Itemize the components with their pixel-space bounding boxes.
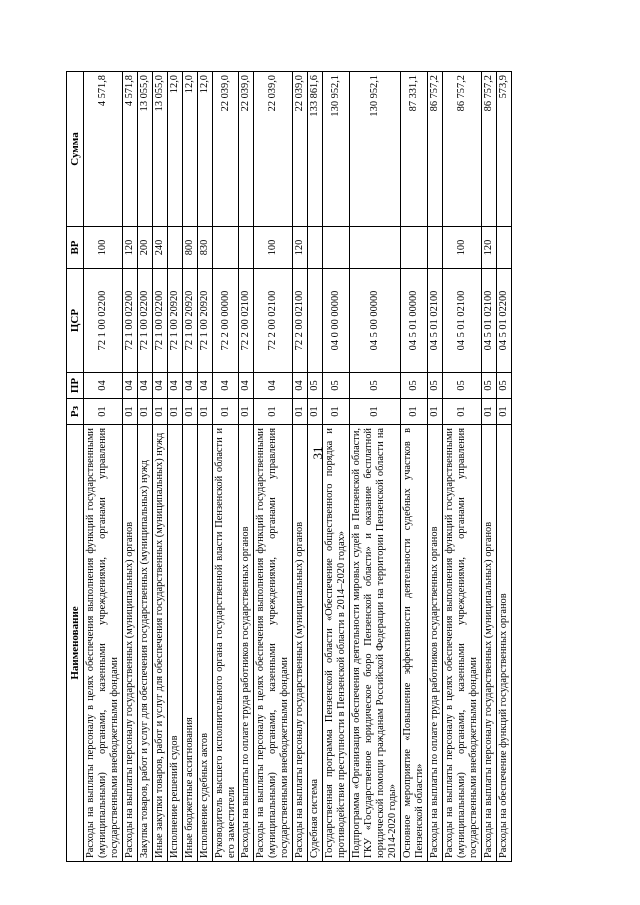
header-vr: ВР: [67, 227, 84, 269]
cell-vr: 200: [137, 227, 152, 269]
cell-rz: 01: [400, 399, 427, 425]
cell-vr: 120: [122, 227, 137, 269]
cell-rz: 01: [481, 399, 496, 425]
cell-name: Руководитель высшего исполнительного органа государственной власти Пензенской области и его заместители: [212, 425, 239, 862]
table-header-row: [67, 72, 84, 862]
cell-rz: 01: [350, 399, 401, 425]
cell-csr: 04 5 01 02100: [481, 269, 496, 373]
table-row: [84, 72, 123, 862]
cell-rz: 01: [323, 399, 350, 425]
table-row: [122, 72, 137, 862]
table-row: [182, 72, 197, 862]
cell-csr: 72 2 00 02100: [239, 269, 254, 373]
cell-name: Расходы на обеспечение функций государственных органов: [496, 425, 511, 862]
cell-name: Судебная система: [308, 425, 323, 862]
cell-name: Расходы на выплаты по оплате труда работников государственных органов: [239, 425, 254, 862]
cell-rz: 01: [496, 399, 511, 425]
table-row: [239, 72, 254, 862]
cell-sum: 13 055,0: [137, 72, 152, 227]
cell-vr: 120: [293, 227, 308, 269]
cell-rz: 01: [182, 399, 197, 425]
cell-pr: 05: [496, 373, 511, 399]
cell-pr: 05: [308, 373, 323, 399]
cell-sum: 86 757,2: [442, 72, 481, 227]
cell-pr: 04: [197, 373, 212, 399]
cell-csr: [308, 269, 323, 373]
cell-pr: 04: [254, 373, 293, 399]
table-body: [84, 72, 512, 862]
cell-sum: 12,0: [197, 72, 212, 227]
cell-vr: 100: [442, 227, 481, 269]
cell-pr: 04: [152, 373, 167, 399]
cell-rz: 01: [308, 399, 323, 425]
cell-sum: 87 331,1: [400, 72, 427, 227]
cell-sum: 22 039,0: [293, 72, 308, 227]
cell-vr: 830: [197, 227, 212, 269]
cell-name: Иные закупки товаров, работ и услуг для обеспечения государственных (муниципальных) нужд: [152, 425, 167, 862]
cell-csr: 04 5 01 02100: [427, 269, 442, 373]
header-pr: ПР: [67, 373, 84, 399]
cell-pr: 05: [442, 373, 481, 399]
cell-pr: 05: [481, 373, 496, 399]
cell-pr: 04: [84, 373, 123, 399]
budget-table: [66, 71, 512, 862]
cell-vr: [167, 227, 182, 269]
cell-csr: 04 5 01 00000: [400, 269, 427, 373]
table-row: [197, 72, 212, 862]
cell-csr: 72 1 00 20920: [197, 269, 212, 373]
cell-sum: 22 039,0: [212, 72, 239, 227]
cell-rz: 01: [167, 399, 182, 425]
table-row: [254, 72, 293, 862]
table-row: [481, 72, 496, 862]
cell-pr: 04: [239, 373, 254, 399]
cell-sum: 22 039,0: [239, 72, 254, 227]
cell-rz: 01: [239, 399, 254, 425]
cell-pr: 05: [350, 373, 401, 399]
cell-csr: 72 1 00 02200: [84, 269, 123, 373]
cell-vr: 100: [84, 227, 123, 269]
cell-vr: [212, 227, 239, 269]
cell-vr: 100: [254, 227, 293, 269]
cell-name: Подпрограмма «Организация обеспечения деятельности мировых судей в Пензенской области, ГКУ «Государственное юридическое бюро Пензенской области» и оказание бесплатной юридической помощи гражданам Российской Федерации на территории Пензенской области на 2014-2020 годы»: [350, 425, 401, 862]
cell-pr: 04: [293, 373, 308, 399]
cell-csr: 72 1 00 02200: [137, 269, 152, 373]
cell-name: Исполнение судебных актов: [197, 425, 212, 862]
cell-pr: 05: [427, 373, 442, 399]
table-row: [212, 72, 239, 862]
cell-pr: 04: [167, 373, 182, 399]
cell-vr: 240: [152, 227, 167, 269]
table-row: [293, 72, 308, 862]
cell-pr: 04: [122, 373, 137, 399]
cell-rz: 01: [212, 399, 239, 425]
cell-sum: 86 757,2: [481, 72, 496, 227]
cell-name: Основное мероприятие «Повышение эффективности деятельности судебных участков в Пензенской области»: [400, 425, 427, 862]
cell-vr: [308, 227, 323, 269]
cell-sum: 22 039,0: [254, 72, 293, 227]
cell-rz: 01: [122, 399, 137, 425]
table-row: [323, 72, 350, 862]
cell-vr: [427, 227, 442, 269]
cell-name: Исполнение решений судов: [167, 425, 182, 862]
cell-rz: 01: [427, 399, 442, 425]
cell-sum: 12,0: [167, 72, 182, 227]
cell-vr: 800: [182, 227, 197, 269]
cell-pr: 04: [212, 373, 239, 399]
table-row: [442, 72, 481, 862]
header-rz: Рз: [67, 399, 84, 425]
cell-vr: [323, 227, 350, 269]
cell-sum: 573,9: [496, 72, 511, 227]
table-row: [350, 72, 401, 862]
cell-csr: 04 0 00 00000: [323, 269, 350, 373]
cell-csr: 72 1 00 02200: [122, 269, 137, 373]
cell-csr: 72 2 00 02100: [293, 269, 308, 373]
table-row: [137, 72, 152, 862]
cell-rz: 01: [442, 399, 481, 425]
cell-rz: 01: [152, 399, 167, 425]
table-row: [496, 72, 511, 862]
cell-sum: 12,0: [182, 72, 197, 227]
cell-rz: 01: [137, 399, 152, 425]
cell-pr: 04: [182, 373, 197, 399]
rotated-table-container: [66, 72, 556, 862]
cell-name: Расходы на выплаты персоналу государственных (муниципальных) органов: [293, 425, 308, 862]
table-row: [400, 72, 427, 862]
cell-csr: 72 1 00 20920: [167, 269, 182, 373]
cell-pr: 05: [400, 373, 427, 399]
cell-vr: [350, 227, 401, 269]
header-csr: ЦСР: [67, 269, 84, 373]
cell-sum: 130 952,1: [323, 72, 350, 227]
cell-sum: 130 952,1: [350, 72, 401, 227]
cell-vr: [400, 227, 427, 269]
cell-vr: [239, 227, 254, 269]
cell-vr: 120: [481, 227, 496, 269]
cell-sum: 4 571,8: [122, 72, 137, 227]
cell-csr: 04 5 00 00000: [350, 269, 401, 373]
cell-name: Расходы на выплаты персоналу государственных (муниципальных) органов: [122, 425, 137, 862]
cell-sum: 13 055,0: [152, 72, 167, 227]
cell-rz: 01: [197, 399, 212, 425]
cell-csr: 04 5 01 02100: [442, 269, 481, 373]
header-name: Наименование: [67, 425, 84, 862]
cell-csr: 72 1 00 02200: [152, 269, 167, 373]
cell-name: Закупка товаров, работ и услуг для обеспечения государственных (муниципальных) нужд: [137, 425, 152, 862]
cell-sum: 4 571,8: [84, 72, 123, 227]
cell-name: Государственная программа Пензенской области «Обеспечение общественного порядка и противодействие преступности в Пензенской области в 2014–2020 годах»: [323, 425, 350, 862]
cell-vr: [496, 227, 511, 269]
cell-name: Расходы на выплаты персоналу в целях обеспечения выполнения функций государственными (муниципальными) органами, казенными учреждениями, органами управления государственными внебюджетными фондами: [442, 425, 481, 862]
cell-name: Расходы на выплаты по оплате труда работников государственных органов: [427, 425, 442, 862]
cell-rz: 01: [84, 399, 123, 425]
cell-name: Расходы на выплаты персоналу государственных (муниципальных) органов: [481, 425, 496, 862]
cell-rz: 01: [293, 399, 308, 425]
cell-rz: 01: [254, 399, 293, 425]
cell-name: Расходы на выплаты персоналу в целях обеспечения выполнения функций государственными (муниципальными) органами, казенными учреждениями, органами управления государственными внебюджетными фондами: [84, 425, 123, 862]
table-row: [308, 72, 323, 862]
cell-csr: 04 5 01 02200: [496, 269, 511, 373]
header-sum: Сумма: [67, 72, 84, 227]
table-row: [167, 72, 182, 862]
table-row: [427, 72, 442, 862]
table-row: [152, 72, 167, 862]
cell-name: Расходы на выплаты персоналу в целях обеспечения выполнения функций государственными (муниципальными) органами, казенными учреждениями, органами управления государственными внебюджетными фондами: [254, 425, 293, 862]
cell-csr: 72 1 00 20920: [182, 269, 197, 373]
cell-csr: 72 2 00 02100: [254, 269, 293, 373]
cell-sum: 133 861,6: [308, 72, 323, 227]
cell-sum: 86 757,2: [427, 72, 442, 227]
page-number: 31: [310, 446, 325, 460]
cell-pr: 04: [137, 373, 152, 399]
cell-csr: 72 2 00 00000: [212, 269, 239, 373]
cell-pr: 05: [323, 373, 350, 399]
cell-name: Иные бюджетные ассигнования: [182, 425, 197, 862]
